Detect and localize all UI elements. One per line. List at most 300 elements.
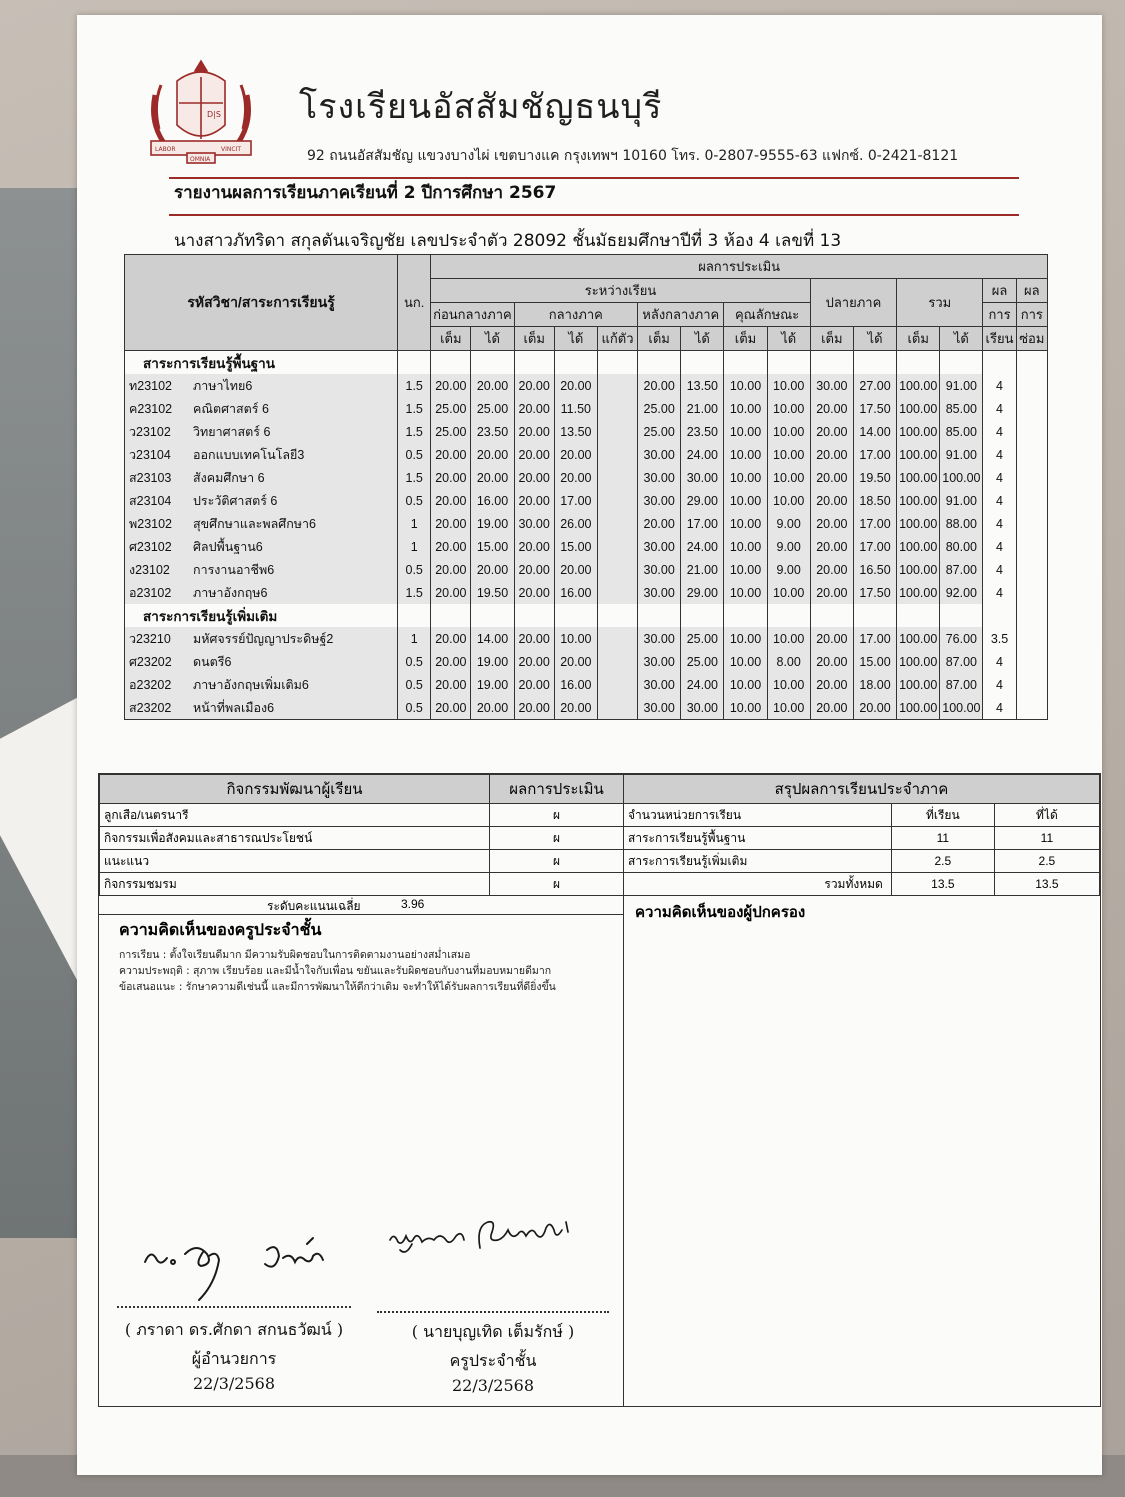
subject-cell [125,397,398,420]
score-cell [597,489,637,512]
score-cell: 30.00 [638,443,681,466]
subject-name: สุขศึกษาและพลศึกษา6 [193,516,316,531]
score-cell: 10.00 [554,627,597,650]
score-cell: 10.00 [767,673,810,696]
after-mid-header: หลังกลางภาค [638,303,724,327]
score-cell: 20.00 [810,397,853,420]
got-label: ได้ [681,327,724,351]
score-cell: 10.00 [724,696,767,720]
subject-code: ศ23102 [129,539,172,554]
score-cell: 9.00 [767,558,810,581]
score-cell [597,443,637,466]
score-cell: 14.00 [471,627,514,650]
during-header: ระหว่างเรียน [431,279,811,303]
activities-table [99,774,624,896]
credit-cell: 0.5 [398,673,431,696]
score-cell: 20.00 [471,374,514,397]
subject-code: ส23104 [129,493,172,508]
score-cell [1016,420,1047,443]
score-cell: 15.00 [471,535,514,558]
report-title: รายงานผลการเรียนภาคเรียนที่ 2 ปีการศึกษา 2567 [174,183,557,203]
score-cell: 20.00 [810,420,853,443]
score-cell: 100.00 [897,397,940,420]
subject-row [125,397,1048,420]
summary-row-study: 2.5 [891,850,994,873]
result-header-1: ผล [983,279,1016,303]
score-cell: 100.00 [897,650,940,673]
score-cell: 17.00 [853,443,896,466]
score-cell: 17.50 [853,397,896,420]
score-cell: 10.00 [724,673,767,696]
score-cell: 100.00 [897,558,940,581]
score-cell [1016,489,1047,512]
empty-cell [940,604,983,627]
score-cell: 21.00 [681,558,724,581]
summary-col-study: ที่เรียน [891,804,994,827]
grade-cell: 4 [983,443,1016,466]
score-cell: 20.00 [554,696,597,720]
empty-cell [514,351,554,375]
subject-row [125,466,1048,489]
result-header-2: การ [983,303,1016,327]
score-cell: 30.00 [638,581,681,604]
score-cell: 10.00 [767,420,810,443]
summary-col-label: จำนวนหน่วยการเรียน [624,804,892,827]
subject-row [125,512,1048,535]
credit-header: นก. [398,255,431,351]
score-cell: 29.00 [681,489,724,512]
empty-cell [681,351,724,375]
subject-group-label: สาระการเรียนรู้เพิ่มเติม [125,604,398,627]
empty-cell [638,604,681,627]
grade-cell: 4 [983,581,1016,604]
subject-code: ศ23202 [129,654,172,669]
teacher-comment-line: ข้อเสนอแนะ : รักษาความดีเช่นนี้ และมีการพัฒนาให้ดีกว่าเดิม จะทำให้ได้รับผลการเรียนที่ดียิ่งขึ้น [119,981,556,993]
activity-row [100,873,624,896]
empty-cell [514,604,554,627]
score-cell [1016,673,1047,696]
credit-cell: 1 [398,535,431,558]
score-cell: 20.00 [514,466,554,489]
score-cell: 20.00 [810,650,853,673]
score-cell [1016,650,1047,673]
score-cell: 100.00 [897,443,940,466]
score-cell: 91.00 [940,443,983,466]
got-label: ได้ [853,327,896,351]
gpa-row [99,894,623,915]
subject-row [125,535,1048,558]
credit-cell: 0.5 [398,696,431,720]
credit-cell: 1.5 [398,420,431,443]
score-cell: 10.00 [767,489,810,512]
score-cell: 20.00 [810,581,853,604]
subject-group-row [125,604,1048,627]
score-cell: 100.00 [940,696,983,720]
score-cell: 30.00 [638,673,681,696]
empty-cell [853,351,896,375]
empty-cell [431,351,471,375]
score-cell [1016,696,1047,720]
score-cell: 30.00 [638,558,681,581]
score-cell: 20.00 [810,466,853,489]
score-cell: 24.00 [681,443,724,466]
activity-name: แนะแนว [100,850,490,873]
empty-cell [597,351,637,375]
score-cell: 17.00 [853,627,896,650]
score-cell: 10.00 [724,512,767,535]
score-cell: 20.00 [431,627,471,650]
school-address: 92 ถนนอัสสัมชัญ แขวงบางไผ่ เขตบางแค กรุงเทพฯ 10160 โทร. 0-2807-9555-63 แฟกซ์. 0-2421-8121 [307,148,959,164]
score-cell: 9.00 [767,535,810,558]
before-mid-header: ก่อนกลางภาค [431,303,514,327]
activity-name: กิจกรรมเพื่อสังคมและสาธารณประโยชน์ [100,827,490,850]
score-cell [1016,374,1047,397]
score-cell: 20.00 [514,558,554,581]
subject-row [125,650,1048,673]
score-cell: 29.00 [681,581,724,604]
score-cell [597,535,637,558]
subject-code: ว23102 [129,424,171,439]
score-cell: 30.00 [638,466,681,489]
score-cell: 76.00 [940,627,983,650]
activity-name: ลูกเสือ/เนตรนารี [100,804,490,827]
svg-text:D|S: D|S [207,110,221,119]
subject-name: วิทยาศาสตร์ 6 [193,424,271,439]
score-cell: 20.00 [810,535,853,558]
grade-cell: 4 [983,397,1016,420]
score-cell: 10.00 [724,466,767,489]
score-cell: 20.00 [431,581,471,604]
subject-name: ภาษาอังกฤษ6 [193,585,268,600]
subject-name: ดนตรี6 [193,654,232,669]
activities-title: กิจกรรมพัฒนาผู้เรียน [100,775,490,804]
score-cell: 20.00 [471,466,514,489]
score-cell: 87.00 [940,558,983,581]
score-cell [597,374,637,397]
score-cell: 20.00 [514,673,554,696]
score-cell [1016,512,1047,535]
header-rule-bottom [169,214,1019,216]
empty-cell [767,351,810,375]
score-cell: 20.00 [431,673,471,696]
score-cell: 88.00 [940,512,983,535]
score-cell: 85.00 [940,420,983,443]
score-cell: 20.00 [554,466,597,489]
score-cell: 10.00 [724,420,767,443]
score-cell [1016,558,1047,581]
empty-cell [767,604,810,627]
subject-code: ว23210 [129,631,171,646]
summary-row-got: 11 [994,827,1099,850]
score-cell: 15.00 [554,535,597,558]
full-label: เต็ม [810,327,853,351]
teacher-signature [384,1206,584,1266]
full-label: เต็ม [514,327,554,351]
score-cell: 20.00 [810,443,853,466]
credit-cell: 1.5 [398,374,431,397]
summary-row-label: สาระการเรียนรู้เพิ่มเติม [624,850,892,873]
credit-cell: 0.5 [398,558,431,581]
director-date: 22/3/2568 [192,1374,276,1393]
score-cell: 25.00 [638,397,681,420]
empty-cell [983,351,1016,375]
got-label: ได้ [471,327,514,351]
subject-cell [125,443,398,466]
director-role: ผู้อำนวยการ [191,1349,277,1368]
grade-cell: 4 [983,374,1016,397]
summary-total-got: 13.5 [994,873,1099,896]
score-cell: 16.00 [471,489,514,512]
subject-cell [125,535,398,558]
score-cell: 13.50 [554,420,597,443]
score-cell: 20.00 [810,696,853,720]
director-signature-line [117,1306,351,1308]
empty-cell [471,351,514,375]
score-cell: 100.00 [897,420,940,443]
score-cell: 20.00 [554,558,597,581]
grade-cell: 4 [983,420,1016,443]
teacher-signature-line [377,1311,609,1313]
empty-cell [853,604,896,627]
score-cell: 100.00 [897,581,940,604]
subject-code: อ23102 [129,585,172,600]
subject-code: พ23102 [129,516,172,531]
full-label: เต็ม [897,327,940,351]
credit-cell: 1 [398,627,431,650]
score-cell: 17.00 [681,512,724,535]
mid-header: กลางภาค [514,303,637,327]
score-cell [1016,535,1047,558]
score-cell: 10.00 [724,489,767,512]
subject-name: ศิลปพื้นฐาน6 [193,539,263,554]
activity-row [100,827,624,850]
score-cell: 10.00 [724,627,767,650]
grade-cell: 4 [983,512,1016,535]
score-cell: 20.00 [514,581,554,604]
score-cell: 21.00 [681,397,724,420]
score-cell: 20.00 [514,489,554,512]
subject-cell [125,581,398,604]
subject-cell [125,558,398,581]
subject-name: ประวัติศาสตร์ 6 [193,493,278,508]
school-crest-logo [147,55,255,167]
score-cell [597,397,637,420]
score-cell: 100.00 [897,627,940,650]
school-name: โรงเรียนอัสสัมชัญธนบุรี [299,87,663,127]
parent-comment-title: ความคิดเห็นของผู้ปกครอง [635,903,806,921]
summary-title: สรุปผลการเรียนประจำภาค [624,775,1100,804]
score-cell: 20.00 [431,650,471,673]
score-cell: 11.50 [554,397,597,420]
score-cell: 15.00 [853,650,896,673]
score-cell: 16.00 [554,581,597,604]
grade-cell: 4 [983,673,1016,696]
score-cell: 20.00 [431,512,471,535]
subject-cell [125,466,398,489]
summary-row-got: 2.5 [994,850,1099,873]
subject-code: ค23102 [129,401,173,416]
subject-row [125,673,1048,696]
score-cell [1016,627,1047,650]
credit-cell: 1 [398,512,431,535]
score-cell: 100.00 [897,673,940,696]
score-cell: 10.00 [767,581,810,604]
comment-divider [623,894,624,1406]
score-cell: 8.00 [767,650,810,673]
score-cell: 30.00 [681,466,724,489]
subject-name: การงานอาชีพ6 [193,562,275,577]
score-cell: 30.00 [638,627,681,650]
score-cell: 100.00 [897,466,940,489]
score-cell: 87.00 [940,673,983,696]
score-cell: 30.00 [514,512,554,535]
full-label: เต็ม [638,327,681,351]
score-cell: 10.00 [724,558,767,581]
score-cell: 20.00 [431,443,471,466]
subject-name: หน้าที่พลเมือง6 [193,700,275,715]
score-cell: 85.00 [940,397,983,420]
activity-result: ผ [490,850,624,873]
score-cell: 23.50 [681,420,724,443]
subject-row [125,420,1048,443]
subject-row [125,696,1048,720]
empty-cell [431,604,471,627]
subject-name: ออกแบบเทคโนโลยี3 [193,447,305,462]
empty-cell [897,351,940,375]
empty-cell [398,604,431,627]
activity-row [100,804,624,827]
score-cell: 20.00 [514,443,554,466]
semester-summary-table [623,774,1100,896]
score-cell: 20.00 [431,374,471,397]
subject-code: ส23103 [129,470,172,485]
score-cell: 9.00 [767,512,810,535]
score-cell: 20.00 [431,466,471,489]
empty-cell [983,604,1016,627]
grade-cell: 4 [983,696,1016,720]
score-cell: 92.00 [940,581,983,604]
score-cell: 10.00 [724,535,767,558]
empty-cell [554,351,597,375]
full-label: เต็ม [724,327,767,351]
score-cell: 20.00 [471,558,514,581]
grade-cell: 4 [983,489,1016,512]
director-name: ( ภราดา ดร.ศักดา สกนธวัฒน์ ) [124,1320,344,1339]
score-cell: 10.00 [724,650,767,673]
score-cell [597,466,637,489]
subject-cell [125,420,398,443]
score-cell: 19.00 [471,512,514,535]
empty-cell [554,604,597,627]
subject-name: คณิตศาสตร์ 6 [193,401,269,416]
score-cell: 24.00 [681,673,724,696]
subject-row [125,489,1048,512]
score-cell: 18.50 [853,489,896,512]
score-cell: 13.50 [681,374,724,397]
grade-cell: 3.5 [983,627,1016,650]
score-cell: 19.00 [471,673,514,696]
score-cell: 100.00 [897,374,940,397]
svg-text:LABOR: LABOR [155,146,176,153]
score-cell: 25.00 [471,397,514,420]
summary-total-label: รวมทั้งหมด [624,873,892,896]
score-cell: 20.00 [514,397,554,420]
score-cell: 20.00 [431,489,471,512]
score-cell: 25.00 [681,627,724,650]
score-cell: 25.00 [638,420,681,443]
score-cell: 18.00 [853,673,896,696]
score-cell [597,581,637,604]
score-cell: 19.50 [853,466,896,489]
summary-total-study: 13.5 [891,873,994,896]
gpa-value: 3.96 [401,897,425,911]
subject-header: รหัสวิชา/สาระการเรียนรู้ [125,255,398,351]
score-cell: 20.00 [514,650,554,673]
subject-name: ภาษาไทย6 [193,378,253,393]
empty-cell [681,604,724,627]
empty-cell [1016,351,1047,375]
score-cell: 20.00 [431,558,471,581]
score-cell: 16.00 [554,673,597,696]
summary-row [624,827,1100,850]
subject-cell [125,650,398,673]
teacher-comment-line: การเรียน : ตั้งใจเรียนดีมาก มีความรับผิดชอบในการติดตามงานอย่างสม่ำเสมอ [119,949,471,961]
score-cell [1016,466,1047,489]
subject-group-row [125,351,1048,375]
activity-result: ผ [490,873,624,896]
subject-row [125,627,1048,650]
teacher-comment-line: ความประพฤติ : สุภาพ เรียบร้อย และมีน้ำใจกับเพื่อน ขยันและรับผิดชอบกับงานที่มอบหมายดีมาก [119,965,552,977]
score-cell: 20.00 [514,420,554,443]
score-cell: 30.00 [638,650,681,673]
subject-row [125,558,1048,581]
score-cell: 20.00 [810,489,853,512]
score-cell: 80.00 [940,535,983,558]
score-cell: 20.00 [471,696,514,720]
empty-cell [638,351,681,375]
score-cell: 17.00 [554,489,597,512]
activity-result: ผ [490,827,624,850]
subject-name: มหัศจรรย์ปัญญาประดิษฐ์2 [193,631,334,646]
evaluation-header: ผลการประเมิน [431,255,1048,279]
score-cell: 20.00 [431,696,471,720]
teacher-date: 22/3/2568 [451,1376,535,1395]
subject-code: ส23202 [129,700,172,715]
credit-cell: 1.5 [398,397,431,420]
score-cell [1016,397,1047,420]
score-cell: 27.00 [853,374,896,397]
gpa-label: ระดับคะแนนเฉลี่ย [267,899,361,913]
grade-cell: 4 [983,466,1016,489]
subject-row [125,374,1048,397]
score-cell: 10.00 [724,397,767,420]
score-cell: 10.00 [767,627,810,650]
score-cell: 20.00 [514,374,554,397]
score-cell: 100.00 [897,696,940,720]
activity-name: กิจกรรมชมรม [100,873,490,896]
score-cell: 25.00 [431,420,471,443]
subject-cell [125,374,398,397]
empty-cell [940,351,983,375]
got-label: ได้ [554,327,597,351]
score-cell: 30.00 [681,696,724,720]
score-cell: 20.00 [554,374,597,397]
score-cell: 17.00 [853,535,896,558]
score-cell: 100.00 [897,489,940,512]
score-cell: 20.00 [810,512,853,535]
subject-name: ภาษาอังกฤษเพิ่มเติม6 [193,677,309,692]
summary-row-label: สาระการเรียนรู้พื้นฐาน [624,827,892,850]
